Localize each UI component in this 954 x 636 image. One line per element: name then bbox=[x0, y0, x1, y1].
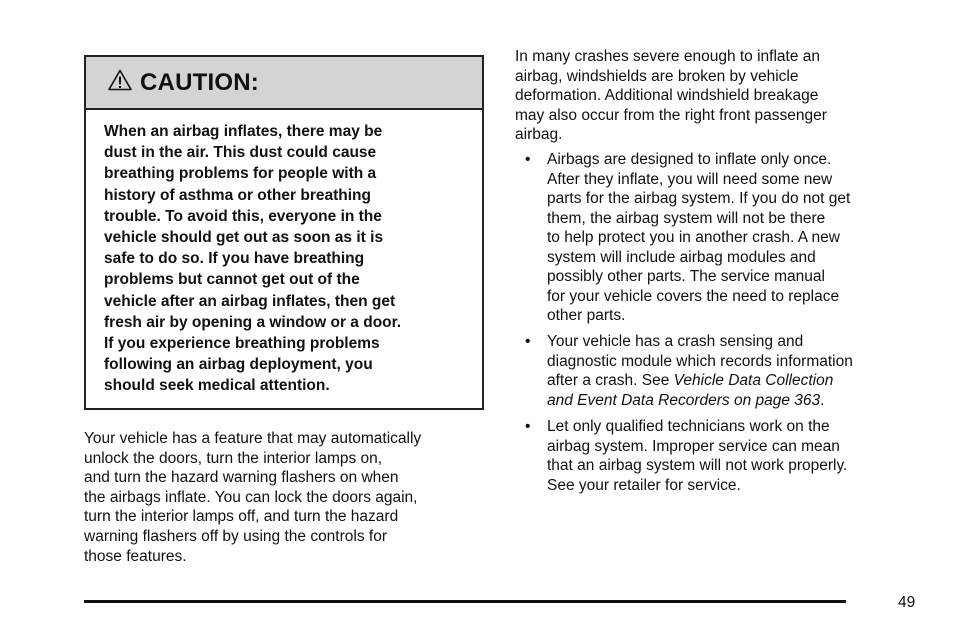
bullet-icon: • bbox=[525, 333, 531, 350]
caution-line: following an airbag deployment, you bbox=[104, 356, 373, 374]
caution-line: vehicle should get out as soon as it is bbox=[104, 229, 384, 247]
bullet-text-plain: after a crash. See bbox=[547, 372, 674, 389]
bullet-line: airbag system. Improper service can mean bbox=[547, 437, 840, 455]
footer-rule bbox=[84, 600, 846, 603]
caution-box bbox=[84, 55, 484, 410]
bullet-line: See your retailer for service. bbox=[547, 476, 741, 494]
paragraph-line: deformation. Additional windshield breakage bbox=[515, 87, 819, 105]
caution-line: problems but cannot get out of the bbox=[104, 271, 360, 289]
bullet-text-plain: . bbox=[820, 391, 825, 409]
paragraph-line: those features. bbox=[84, 547, 187, 565]
paragraph-line: Your vehicle has a feature that may automatically bbox=[84, 430, 422, 447]
caution-line: vehicle after an airbag inflates, then get bbox=[104, 292, 396, 310]
bullet-line: diagnostic module which records information bbox=[547, 352, 853, 370]
bullet-line: them, the airbag system will not be there bbox=[547, 209, 826, 227]
caution-line: When an airbag inflates, there may be bbox=[104, 123, 383, 140]
bullet-line: After they inflate, you will need some new bbox=[547, 170, 833, 188]
warning-triangle-icon bbox=[108, 69, 132, 91]
cross-reference-link[interactable]: and Event Data Recorders on page 363 bbox=[547, 391, 821, 409]
caution-line: trouble. To avoid this, everyone in the bbox=[104, 207, 382, 225]
paragraph-line: In many crashes severe enough to inflate an bbox=[515, 48, 821, 65]
paragraph-line: warning flashers off by using the controls for bbox=[84, 527, 387, 545]
caution-line: should seek medical attention. bbox=[104, 377, 330, 395]
windshield-paragraph bbox=[515, 47, 827, 145]
bullet-line: possibly other parts. The service manual bbox=[547, 268, 825, 285]
caution-line: history of asthma or other breathing bbox=[104, 186, 371, 204]
caution-line: If you experience breathing problems bbox=[104, 335, 380, 353]
bullet-line: to help protect you in another crash. A new bbox=[547, 229, 840, 246]
bullet-line bbox=[547, 371, 853, 391]
paragraph-line: turn the interior lamps off, and turn the hazard bbox=[84, 508, 399, 526]
paragraph-line: airbag, windshields are broken by vehicle bbox=[515, 67, 799, 85]
bullet-line: system will include airbag modules and bbox=[547, 248, 816, 266]
paragraph-line: and turn the hazard warning flashers on when bbox=[84, 469, 399, 487]
caution-text bbox=[86, 110, 482, 397]
airbag-unlock-paragraph bbox=[84, 429, 421, 566]
paragraph-line: airbag. bbox=[515, 126, 563, 144]
paragraph-line: may also occur from the right front passenger bbox=[515, 106, 827, 124]
bullet-line bbox=[547, 391, 853, 411]
bullet-line: Airbags are designed to inflate only once. bbox=[547, 151, 832, 168]
caution-line: fresh air by opening a window or a door. bbox=[104, 313, 402, 331]
page-number: 49 bbox=[898, 594, 916, 611]
caution-title: CAUTION: bbox=[140, 68, 259, 96]
bullet-line: other parts. bbox=[547, 307, 626, 324]
bullet-icon: • bbox=[525, 418, 531, 435]
bullet-line: Let only qualified technicians work on the bbox=[547, 418, 830, 435]
caution-line: safe to do so. If you have breathing bbox=[104, 250, 365, 268]
bullet-line: parts for the airbag system. If you do not get bbox=[547, 190, 851, 207]
bullet-line: for your vehicle covers the need to replace bbox=[547, 287, 840, 305]
caution-header bbox=[86, 57, 482, 110]
paragraph-line: the airbags inflate. You can lock the doors again, bbox=[84, 488, 418, 506]
bullet-line: that an airbag system will not work properly. bbox=[547, 457, 848, 474]
paragraph-line: unlock the doors, turn the interior lamps on, bbox=[84, 449, 383, 467]
bullet-icon: • bbox=[525, 151, 531, 168]
caution-line: dust in the air. This dust could cause bbox=[104, 144, 377, 162]
caution-line: breathing problems for people with a bbox=[104, 165, 377, 183]
cross-reference-link[interactable]: Vehicle Data Collection bbox=[673, 372, 834, 389]
bullet-line: Your vehicle has a crash sensing and bbox=[547, 333, 804, 350]
